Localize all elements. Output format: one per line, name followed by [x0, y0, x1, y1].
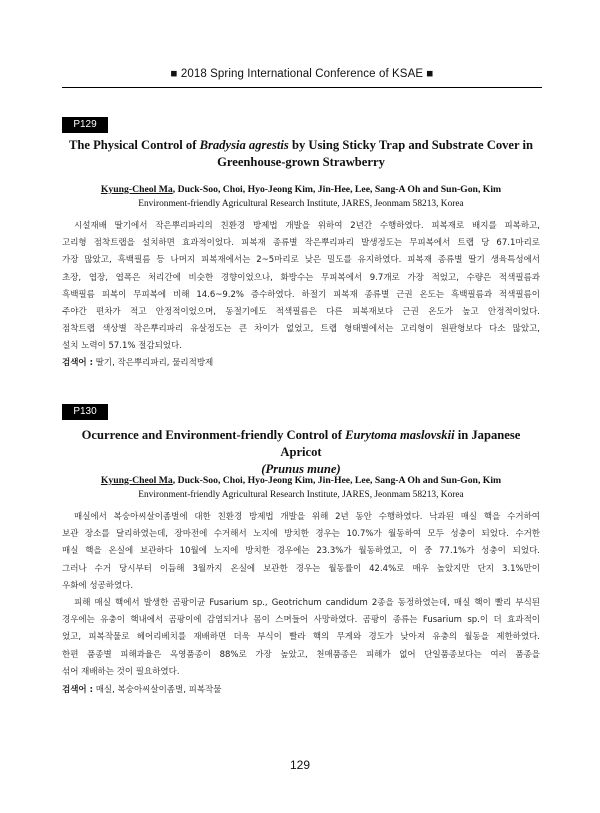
body-line: 한편 품종별 피해과율은 옥영품종이 88%로 가장 높았고, 천매품종은 피해가 없어 단일품종보다는 여러 품종을	[62, 649, 540, 660]
abstract-title	[62, 427, 540, 478]
abstract-title-line-2: (Prunus mune)	[261, 462, 341, 476]
body-line: 흑백필름 피복이 무피복에 비해 14.6~9.2% 증수하였다. 하절기 피복재 종류별 근권 온도는 흑백필름과 적색필름이	[62, 289, 540, 300]
abstract-title-line-1	[62, 427, 540, 461]
title-species: Eurytoma maslovskii	[345, 428, 455, 442]
abstract-title-line-2: Greenhouse-grown Strawberry	[217, 155, 385, 169]
body-line: 매실 핵을 온실에 보관하다 10월에 노지에 방치한 경우에는 23.3%가 월동하였고, 이 중 77.1%가 성충이 되었다.	[62, 546, 540, 557]
presenting-author: Kyung-Cheol Ma	[100, 475, 173, 486]
keywords-label: 검색어 :	[62, 358, 93, 368]
affiliation: Environment-friendly Agricultural Research Institute, JARES, Jeonmam 58213, Korea	[138, 199, 464, 209]
abstract-body	[62, 218, 540, 356]
abstract-title-line-1	[62, 137, 540, 154]
coauthors: , Duck-Soo, Choi, Hyo-Jeong Kim, Jin-Hee, Lee, Sang-A Oh and Sun-Gon, Kim	[172, 184, 502, 195]
body-line: 었고, 피복작물로 헤어리베치를 재배하면 더욱 부식이 빨라 핵의 무게와 경도가 낮아져 유충의 월동을 제한하였다.	[62, 632, 540, 643]
title-text: Ocurrence and Environment-friendly Control of	[81, 428, 346, 442]
keywords	[62, 356, 540, 368]
body-line: 주야간 편차가 적고 안정적이었으며, 동절기에도 적색필름은 다른 피복재보다 근권 온도가 높고 안정적이었다.	[62, 306, 540, 317]
author-list	[62, 183, 540, 196]
body-line: 경우에는 유충이 핵내에서 곰팡이에 감염되거나 몸이 스며들어 사망하였다. 곰팡이 종류는 Fusarium sp.이 더 효과적이	[62, 615, 540, 626]
conference-header	[62, 64, 542, 86]
title-text: in Japanese Apricot	[280, 428, 521, 459]
title-text: The Physical Control of	[68, 138, 200, 152]
abstract-title	[62, 137, 540, 171]
body-line: 점착트랩 색상별 작은뿌리파리 유살정도는 큰 차이가 없었고, 트랩 형태별에서는 고리형이 원판형보다 다소 많았고,	[62, 324, 540, 335]
body-line: 가장 많았고, 흑백필름 등 나머지 피복재에서는 2~5마리로 낮은 밀도를 유지하였다. 피복재 종류별 딸기 생육특성에서	[62, 255, 540, 266]
body-line: 보관 장소를 달리하였는데, 장마전에 수거해서 노지에 방치한 경우는 10.7%가 월동하여 모두 성충이 되었다. 수거한	[62, 529, 540, 540]
body-line: 초장, 엽장, 엽폭은 처리간에 비슷한 경향이었으나, 화방수는 무피복에서 9.7개로 가장 적었고, 수량은 적색필름과	[62, 272, 540, 283]
keywords-value: 딸기, 작은뿌리파리, 물리적방제	[93, 358, 214, 368]
page-number: 129	[289, 758, 311, 772]
conference-header-text: ■ 2018 Spring International Conference of KSAE ■	[170, 68, 434, 80]
title-species: Bradysia agrestis	[199, 138, 289, 152]
keywords-value: 매실, 복숭아씨살이좀벌, 피복작물	[93, 685, 222, 695]
abstract-body	[62, 509, 540, 681]
body-line: 시설재배 딸기에서 작은뿌리파리의 친환경 방제법 개발을 위하여 2년간 수행하였다. 피복재로 배지를 피복하고,	[74, 221, 540, 231]
abstract-id-badge: P130	[62, 404, 108, 420]
presenting-author: Kyung-Cheol Ma	[100, 184, 173, 195]
body-line: 설치 노력이 57.1% 절감되었다.	[62, 341, 182, 352]
body-line: 고리형 점착트랩을 설치하면 효과적이었다. 피복재 종류별 작은뿌리파리 발생정도는 무피복에서 트랩 당 67.1마리로	[62, 238, 540, 249]
title-text: by Using Sticky Trap and Substrate Cover in	[288, 138, 534, 152]
author-list	[62, 474, 540, 487]
affiliation: Environment-friendly Agricultural Research Institute, JARES, Jeonmam 58213, Korea	[138, 490, 464, 500]
body-line: 피해 매실 핵에서 발생한 곰팡이균 Fusarium sp., Geotrichum candidum 2종을 동정하였는데, 매실 핵이 빨리 부식된	[74, 597, 540, 608]
body-line: 섞어 재배하는 것이 필요하였다.	[62, 666, 180, 677]
header-rule	[62, 87, 542, 88]
keywords	[62, 683, 540, 695]
keywords-label: 검색어 :	[62, 685, 93, 695]
coauthors: , Duck-Soo, Choi, Hyo-Jeong Kim, Jin-Hee, Lee, Sang-A Oh and Sun-Gon, Kim	[172, 475, 502, 486]
body-line: 우화에 성공하였다.	[62, 580, 134, 591]
body-line: 그러나 수거 당시부터 이듬해 3월까지 온실에 보관한 경우는 월동률이 42.4%로 매우 높았지만 단지 3.1%만이	[62, 563, 540, 574]
abstract-id-badge: P129	[62, 117, 108, 133]
body-line: 매실에서 복숭아씨살이좀벌에 대한 친환경 방제법 개발을 위해 2년 동안 수행하였다. 낙과된 매실 핵을 수거하여	[74, 512, 540, 522]
